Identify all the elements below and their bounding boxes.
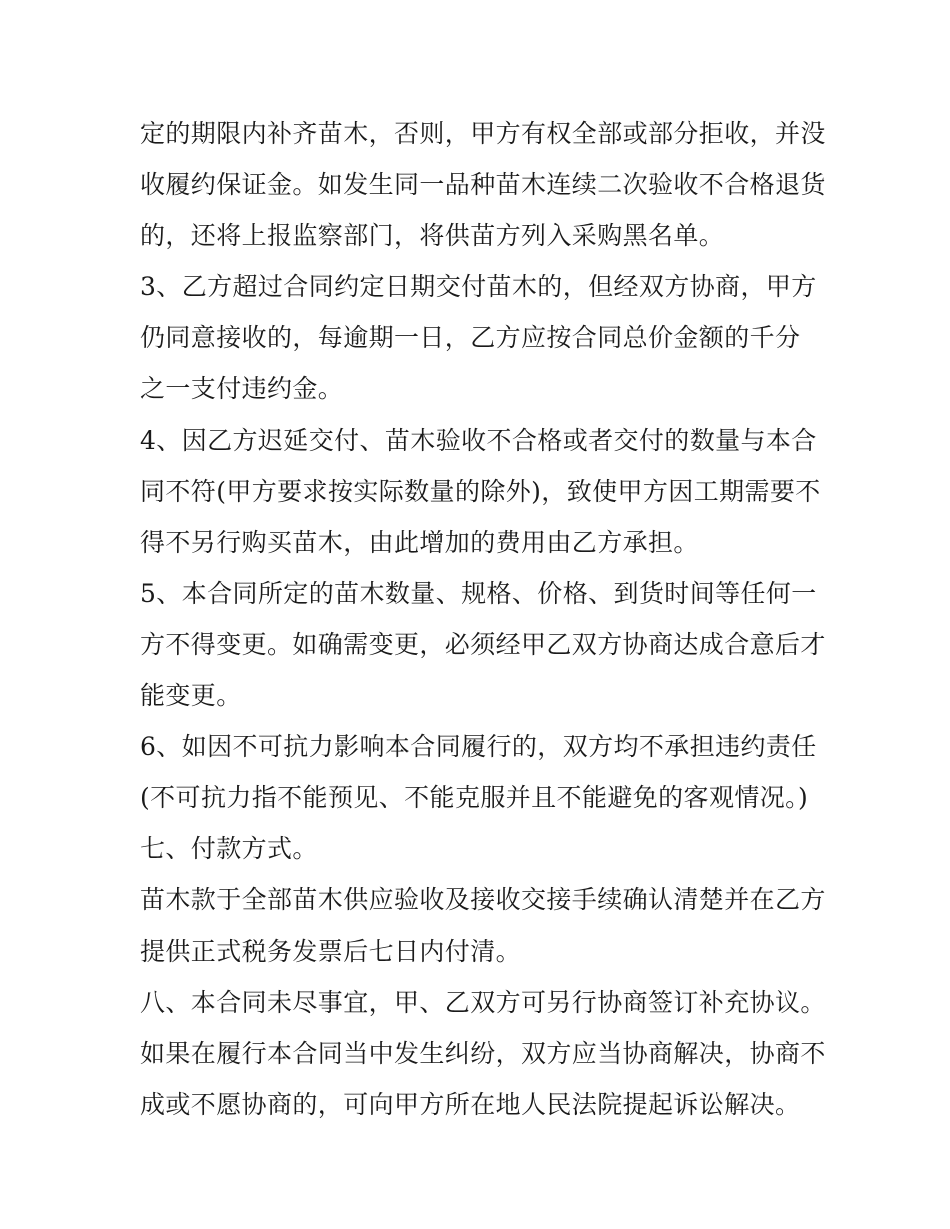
section-heading-payment: 七、付款方式。 — [140, 834, 318, 864]
text-line: 提供正式税务发票后七日内付清。 — [140, 936, 522, 966]
text-line: 之一支付违约金。 — [140, 374, 344, 404]
text-line: 如果在履行本合同当中发生纠纷，双方应当协商解决，协商不 — [140, 1038, 826, 1068]
text-line: 收履约保证金。如发生同一品种苗木连续二次验收不合格退货 — [140, 170, 826, 200]
text-line: 的，还将上报监察部门，将供苗方列入采购黑名单。 — [140, 221, 725, 251]
text-line: 定的期限内补齐苗木，否则，甲方有权全部或部分拒收，并没 — [140, 119, 826, 148]
text-line: 成或不愿协商的，可向甲方所在地人民法院提起诉讼解决。 — [140, 1089, 801, 1119]
clause-4-line: 4、因乙方迟延交付、苗木验收不合格或者交付的数量与本合 — [140, 425, 817, 455]
text-line: 得不另行购买苗木，由此增加的费用由乙方承担。 — [140, 527, 699, 557]
text-line: 仍同意接收的，每逾期一日，乙方应按合同总价金额的千分 — [140, 323, 801, 353]
clause-6-line: 6、如因不可抗力影响本合同履行的，双方均不承担违约责任 — [140, 732, 817, 762]
text-line: 能变更。 — [140, 681, 242, 711]
text-line: 方不得变更。如确需变更，必须经甲乙双方协商达成合意后才 — [140, 629, 826, 659]
clause-3-line: 3、乙方超过合同约定日期交付苗木的，但经双方协商，甲方 — [140, 272, 817, 302]
text-line: (不可抗力指不能预见、不能克服并且不能避免的客观情况。) — [140, 783, 809, 813]
document-body — [140, 108, 830, 1130]
section-eight-line: 八、本合同未尽事宜，甲、乙双方可另行协商签订补充协议。 — [140, 987, 826, 1017]
text-line: 同不符(甲方要求按实际数量的除外)，致使甲方因工期需要不 — [140, 476, 821, 506]
text-line: 苗木款于全部苗木供应验收及接收交接手续确认清楚并在乙方 — [140, 885, 826, 915]
clause-5-line: 5、本合同所定的苗木数量、规格、价格、到货时间等任何一 — [140, 578, 817, 608]
